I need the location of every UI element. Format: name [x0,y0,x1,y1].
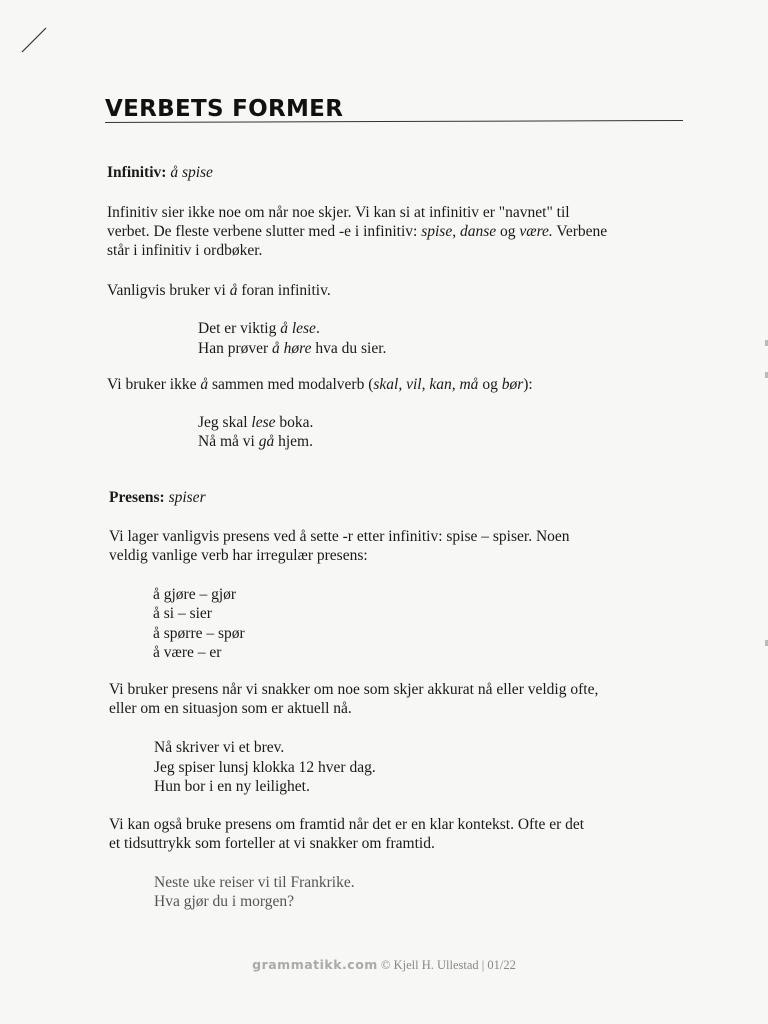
presens-paragraph-3-line-1: Vi kan også bruke presens om framtid når det er en klar kontekst. Ofte er det [109,816,585,833]
infinitiv-example-1: Det er viktig å lese. [198,320,320,337]
presens-paragraph-3-line-2: et tidsuttrykk som forteller at vi snakker om framtid. [109,835,435,852]
infinitiv-paragraph-line-3: står i infinitiv i ordbøker. [107,242,263,259]
page-footer [0,957,768,973]
modal-example-1: Jeg skal lese boka. [198,414,314,431]
future-example: Hva gjør du i morgen? [154,893,295,910]
infinitiv-example-2: Han prøver å høre hva du sier. [198,340,387,357]
presens-paragraph-line-2: veldig vanlige verb har irregulær presens: [109,547,368,564]
modal-example-2: Nå må vi gå hjem. [198,433,313,450]
presens-paragraph-2-line-2: eller om en situasjon som er aktuell nå. [109,700,352,717]
irregular-item: å si – sier [153,605,212,622]
infinitiv-form: å spise [170,164,213,181]
presens-paragraph-2-line-1: Vi bruker presens når vi snakker om noe som skjer akkurat nå eller veldig ofte, [109,681,599,698]
presens-label: Presens: [109,489,165,506]
irregular-item: å være – er [153,644,222,661]
presens-heading [109,489,206,507]
infinitiv-label: Infinitiv: [107,164,167,181]
irregular-item: å spørre – spør [153,625,245,642]
presens-example: Nå skriver vi et brev. [154,739,285,756]
footer-brand: grammatikk.com [252,957,378,972]
infinitiv-paragraph-line-1: Infinitiv sier ikke noe om når noe skjer. Vi kan si at infinitiv er "navnet" til [107,204,570,221]
presens-example: Hun bor i en ny leilighet. [154,778,310,795]
presens-example: Jeg spiser lunsj klokka 12 hver dag. [154,759,376,776]
irregular-item: å gjøre – gjør [153,586,237,603]
presens-paragraph-line-1: Vi lager vanligvis presens ved å sette -r etter infinitiv: spise – spiser. Noen [109,528,570,545]
pen-stroke-mark [20,26,48,54]
footer-credit: © Kjell H. Ullestad | 01/22 [377,958,516,972]
infinitiv-heading [107,164,213,182]
future-example: Neste uke reiser vi til Frankrike. [154,874,355,891]
presens-form: spiser [168,489,206,506]
infinitiv-paragraph-3: Vi bruker ikke å sammen med modalverb (skal, vil, kan, må og bør): [107,376,533,393]
page-title: VERBETS FORMER [105,96,344,122]
infinitiv-paragraph-line-2: verbet. De fleste verbene slutter med -e i infinitiv: spise, danse og være. Verbene [107,223,608,240]
infinitiv-paragraph-2: Vanligvis bruker vi å foran infinitiv. [107,282,331,299]
